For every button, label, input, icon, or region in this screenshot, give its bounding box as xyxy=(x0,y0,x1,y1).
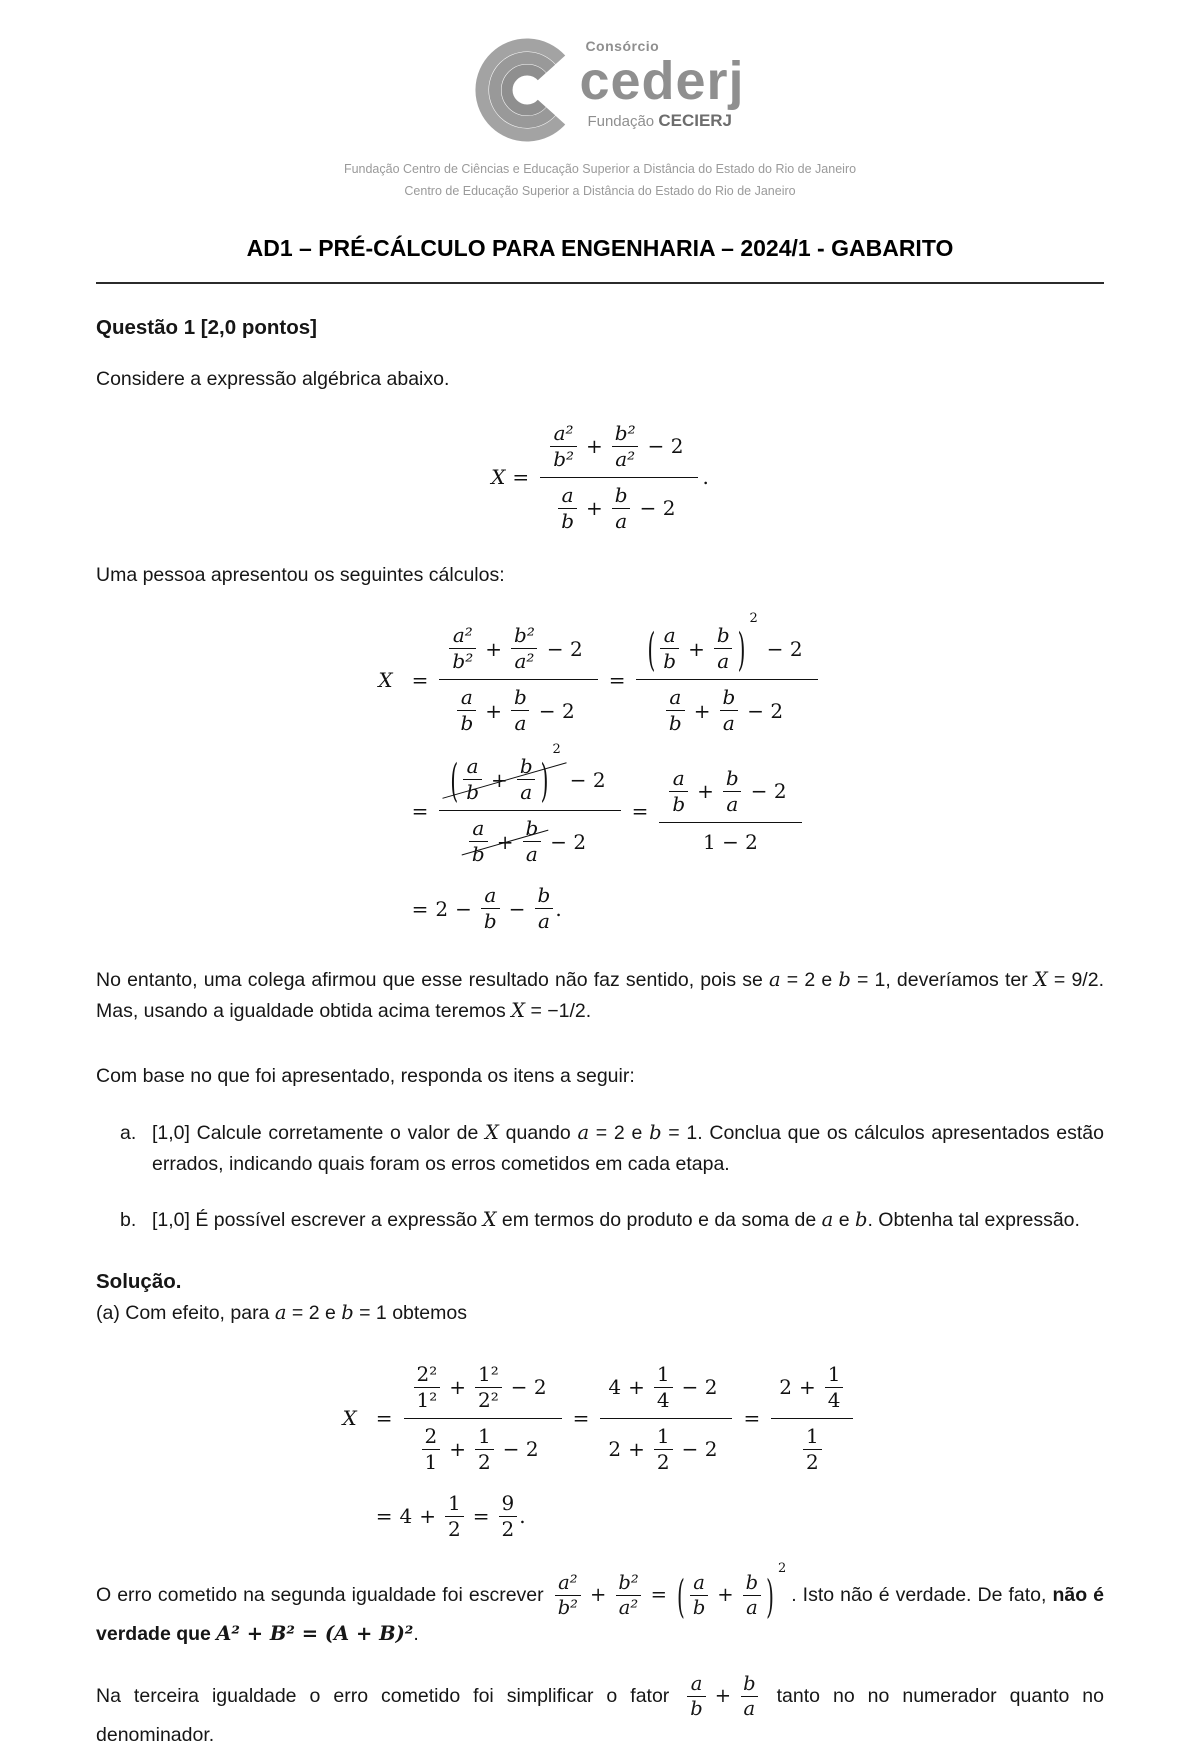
big-fraction: a² b² + $\frac{\text{b²}}{\text{a²}}$ − 2 a b + $\frac{b}{a}$ − 2 xyxy=(439,623,597,736)
fraction: 2 1 xyxy=(422,1426,441,1473)
header xyxy=(96,34,1104,203)
text-run: = 9/2. Mas, usando a igualdade obtida acima teremos xyxy=(96,969,1104,1023)
fraction: $\frac{1}{2}$ xyxy=(445,1493,464,1540)
cancelled-group: a b + $\frac{b}{a}$ xyxy=(467,818,543,865)
display-formula-main xyxy=(96,421,1104,534)
fraction: $\frac{b}{a}$ xyxy=(612,485,631,532)
solution-a-intro: (a) Com efeito, para a = 2 e b = 1 obtemos xyxy=(96,1301,467,1325)
numerator: a² b² + $\frac{\text{b²}}{\text{a²}}$ − 2 xyxy=(540,421,698,477)
logo-cecierj-text: CECIERJ xyxy=(658,111,733,131)
org-line-2: Centro de Educação Superior a Distância do Estado do Rio de Janeiro xyxy=(404,183,796,198)
fraction: $\frac{\text{1²}}{\text{2²}}$ xyxy=(475,1364,502,1411)
item-b xyxy=(96,1205,1104,1236)
logo-cederj-text: cederj xyxy=(579,51,745,111)
right-paren: ) xyxy=(540,752,549,807)
big-fraction: ( a b + $\frac{b}{a}$ ) $^2$ − 2 a b + $\frac{b}{a}$ − 2 xyxy=(636,623,817,736)
big-fraction: 2 + $\frac{1}{4}$ 1 2 xyxy=(771,1362,853,1475)
fraction: $\frac{b}{a}$ xyxy=(723,768,742,815)
cancelled-group: ( a b + $\frac{b}{a}$ ) $^2$ xyxy=(447,756,562,803)
bold-statement: não é verdade que A² + B² = (A + B)² xyxy=(96,1584,1104,1645)
math-var: X xyxy=(511,999,526,1023)
fraction: $\frac{b}{a}$ xyxy=(522,818,541,865)
logo-consorcio-text: Consórcio xyxy=(585,38,660,54)
question-heading: Questão 1 [2,0 pontos] xyxy=(96,315,317,339)
derivation-row-3: = 2 − $\frac{a}{b}$ − $\frac{b}{a}$ . xyxy=(411,883,562,934)
logo-text xyxy=(579,38,744,131)
fraction: $\frac{\text{b²}}{\text{a²}}$ xyxy=(615,1573,641,1619)
item-label: b. xyxy=(120,1209,137,1232)
big-fraction xyxy=(540,421,698,534)
fraction: a b xyxy=(463,756,482,803)
fraction: $\frac{9}{2}$ xyxy=(499,1493,518,1540)
inline-formula: a² b² + $\frac{\text{b²}}{\text{a²}}$ = ( a b + $\frac{b}{a}$ ) $^2$ xyxy=(553,1573,789,1619)
error2-paragraph xyxy=(96,1560,1104,1650)
text-run: No entanto, uma colega afirmou que esse resultado não faz sentido, pois se xyxy=(96,969,769,992)
question-intro: Considere a expressão algébrica abaixo. xyxy=(96,367,450,390)
left-paren: ( xyxy=(677,1568,685,1623)
note-paragraph xyxy=(96,965,1104,1027)
text-run: . xyxy=(413,1622,419,1645)
fraction: $\frac{a}{b}$ xyxy=(481,885,500,932)
fraction: $\frac{\text{b²}}{\text{a²}}$ xyxy=(612,423,639,470)
solution-heading: Solução. xyxy=(96,1270,182,1294)
big-fraction: 2² 1² + $\frac{\text{1²}}{\text{2²}}$ − 2 2 1 + $\frac{1}{2}$ − 2 xyxy=(404,1362,562,1475)
exponent: 2 xyxy=(749,611,758,627)
paren-group: ( a b + $\frac{b}{a}$ ) xyxy=(677,1568,774,1623)
text-run: Na terceira igualdade o erro cometido foi simplificar o fator xyxy=(96,1684,683,1707)
derivation-row-2: = ( a b + $\frac{b}{a}$ ) $^2$ − 2 a b + $\frac{b}{a}$ − 2 = a b + $\frac{b}{a}$ − 2 1 − 2 xyxy=(405,754,806,867)
fraction: a b xyxy=(690,1573,708,1619)
fraction: a b xyxy=(469,818,488,865)
math-var: X xyxy=(342,1406,357,1431)
fraction: 1 2 xyxy=(803,1426,822,1473)
text-run: = −1/2. xyxy=(525,1000,592,1023)
fraction: $\frac{1}{2}$ xyxy=(475,1426,494,1473)
inline-formula: a b + $\frac{b}{a}$ xyxy=(685,1674,760,1720)
fraction: a b xyxy=(660,625,679,672)
math-var: X xyxy=(491,465,506,490)
item-a xyxy=(96,1118,1104,1180)
fraction: a b xyxy=(666,687,685,734)
text-run: tanto no no numerador quanto no denominador. xyxy=(96,1684,1104,1746)
title-divider xyxy=(96,282,1104,284)
items-list xyxy=(96,1118,1104,1236)
item-text: [1,0] Calcule corretamente o valor de X quando a = 2 e b = 1. Conclua que os cálculos apresentados estão errados, indicando quais foram os erros cometidos em cada etapa. xyxy=(152,1120,1104,1175)
math-var: X xyxy=(378,667,393,692)
fraction: a b xyxy=(457,687,476,734)
math-var: a xyxy=(768,968,781,992)
fraction: a b xyxy=(558,485,577,532)
logo-fundacao-text: Fundação xyxy=(587,113,655,131)
fraction: $\frac{b}{a}$ xyxy=(719,687,738,734)
right-paren: ) xyxy=(737,621,746,676)
fraction: $\frac{b}{a}$ xyxy=(535,885,554,932)
org-lines xyxy=(96,159,1104,203)
fraction: $\frac{\text{b²}}{\text{a²}}$ xyxy=(511,625,538,672)
text-run: O erro cometido na segunda igualdade foi escrever xyxy=(96,1584,550,1607)
left-paren: ( xyxy=(647,621,656,676)
items-prompt: Com base no que foi apresentado, responda os itens a seguir: xyxy=(96,1064,635,1087)
fraction: a b xyxy=(669,768,688,815)
fraction: 2² 1² xyxy=(414,1364,441,1411)
big-fraction: 4 + $\frac{1}{4}$ − 2 2 + $\frac{1}{2}$ − 2 xyxy=(600,1362,732,1475)
cederj-logo xyxy=(455,34,744,146)
math-var: b xyxy=(838,968,851,992)
solution-math xyxy=(343,1353,858,1549)
bold-math: A² + B² = (A + B)² xyxy=(216,1621,414,1645)
item-text: [1,0] É possível escrever a expressão X em termos do produto e da soma de a e b. Obtenha tal expressão. xyxy=(152,1208,1080,1232)
math-punct: . xyxy=(519,1504,526,1529)
fraction: $\frac{1}{4}$ xyxy=(825,1364,844,1411)
fraction: $\frac{b}{a}$ xyxy=(517,756,536,803)
solution-math-row-2: = 4 + $\frac{1}{2}$ = $\frac{9}{2}$ . xyxy=(375,1490,526,1541)
solution-math-row-1: = 2² 1² + $\frac{\text{1²}}{\text{2²}}$ − 2 2 1 + $\frac{1}{2}$ − 2 = 4 + $\frac{1}{4}$ − 2 2 + $\frac{1}{2}$ − 2 = 2 + $\frac{1}{4}$ 1 2 xyxy=(369,1362,858,1475)
derivation xyxy=(378,611,821,941)
fraction: a² b² xyxy=(550,423,577,470)
fraction: $\frac{b}{a}$ xyxy=(714,625,733,672)
fraction: $\frac{1}{4}$ xyxy=(654,1364,673,1411)
text-run: . Isto não é verdade. De fato, xyxy=(791,1584,1053,1607)
fraction: a² b² xyxy=(449,625,476,672)
fraction: $\frac{b}{a}$ xyxy=(743,1573,761,1619)
math-punct: . xyxy=(555,896,562,921)
big-fraction: ( a b + $\frac{b}{a}$ ) $^2$ − 2 a b + $\frac{b}{a}$ − 2 xyxy=(439,754,620,867)
fraction: $\frac{1}{2}$ xyxy=(654,1426,673,1473)
math-var: X xyxy=(1033,968,1048,992)
exponent: 2 xyxy=(777,1560,787,1576)
document-title: AD1 – PRÉ-CÁLCULO PARA ENGENHARIA – 2024/1 - GABARITO xyxy=(246,234,954,261)
left-paren: ( xyxy=(450,752,459,807)
derivation-row-1: = a² b² + $\frac{\text{b²}}{\text{a²}}$ − 2 a b + $\frac{b}{a}$ − 2 = ( a b + $\frac{b}{a}$ ) $^2$ − 2 a b + $\frac{b}{a}$ − 2 xyxy=(405,623,822,736)
org-line-1: Fundação Centro de Ciências e Educação Superior a Distância do Estado do Rio de Janeiro xyxy=(343,162,857,176)
fraction: a² b² xyxy=(555,1573,581,1619)
math-punct: . xyxy=(702,465,709,490)
calc-intro: Uma pessoa apresentou os seguintes cálculos: xyxy=(96,563,505,586)
logo-fundacao-cecierj-text xyxy=(587,111,744,131)
exponent: 2 xyxy=(552,742,561,758)
right-paren: ) xyxy=(766,1568,774,1623)
item-label: a. xyxy=(120,1121,137,1144)
fraction: $\frac{b}{a}$ xyxy=(511,687,530,734)
denominator: a b + $\frac{b}{a}$ − 2 xyxy=(540,477,698,534)
fraction: a b xyxy=(687,1674,705,1720)
big-fraction: a b + $\frac{b}{a}$ − 2 1 − 2 xyxy=(659,766,801,856)
text-run: = 2 e xyxy=(780,969,839,992)
text-run: = 1, deveríamos ter xyxy=(850,969,1034,992)
fraction: $\frac{b}{a}$ xyxy=(740,1674,758,1720)
math-op: = xyxy=(512,465,530,490)
paren-group: ( a b + $\frac{b}{a}$ ) xyxy=(647,621,746,676)
error3-paragraph xyxy=(96,1671,1104,1750)
